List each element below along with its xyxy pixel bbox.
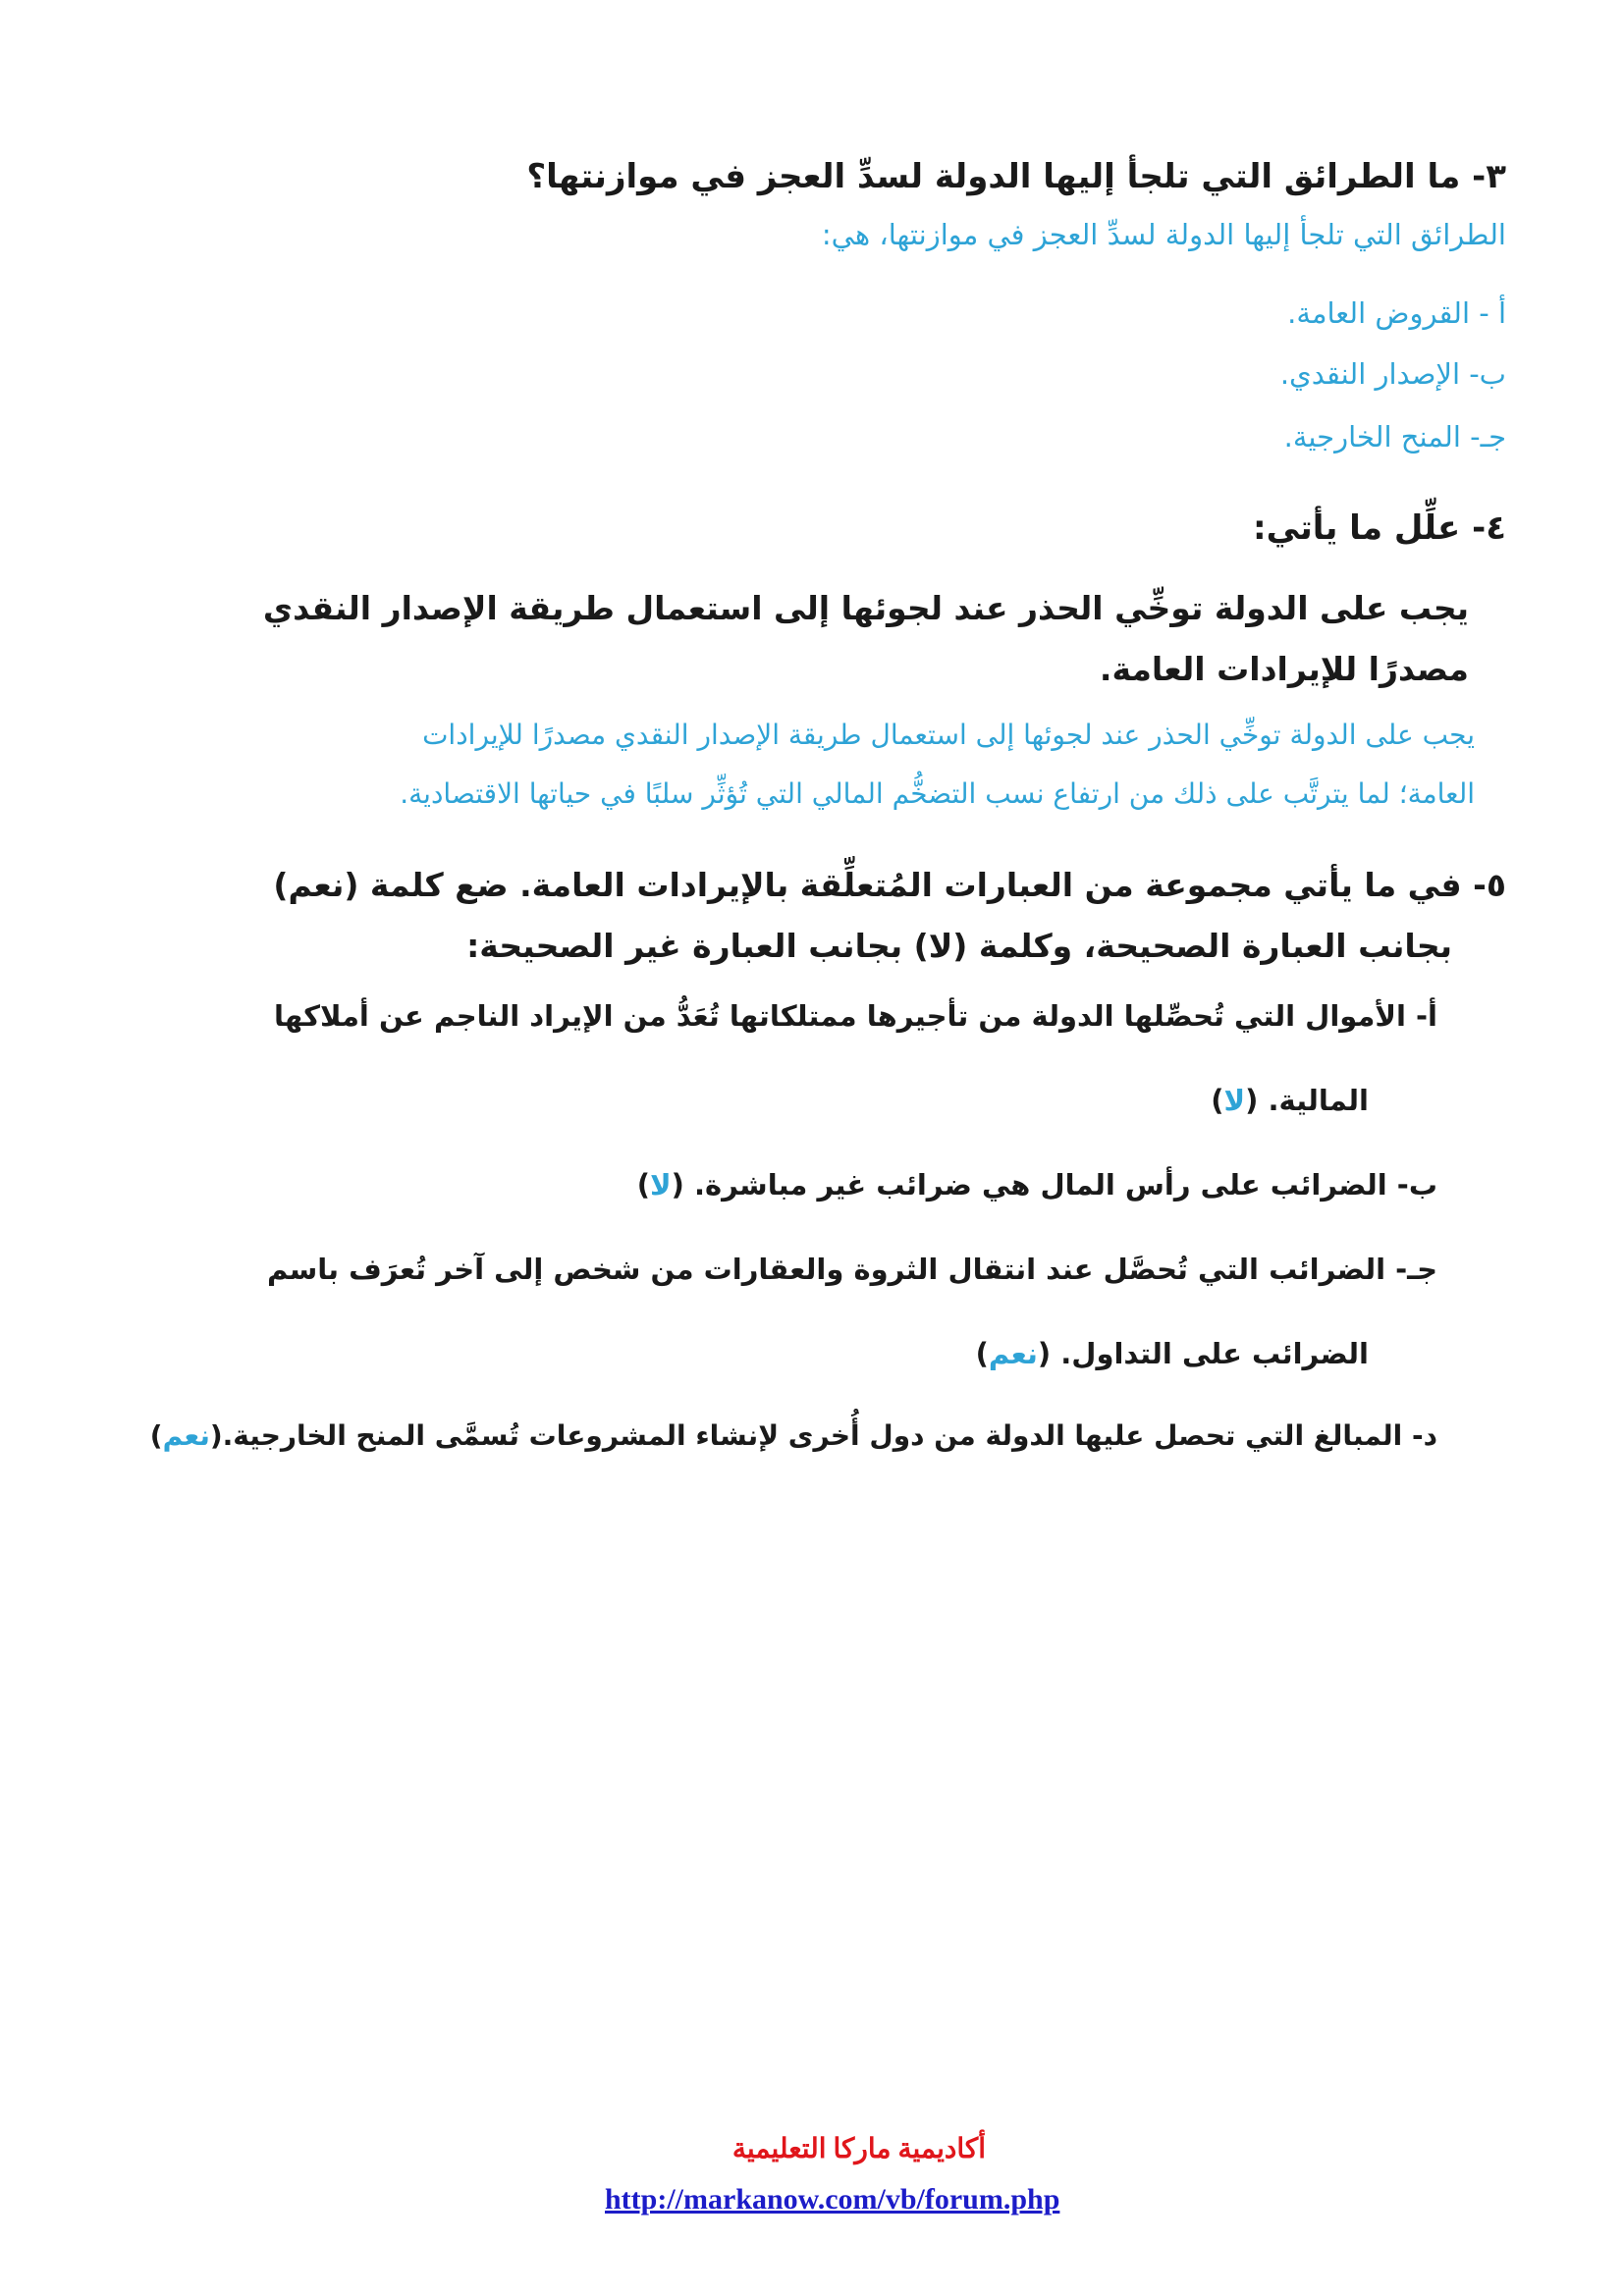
question-5-item-c-line-2 [976,1337,1369,1370]
question-5-item-c-answer-value: نعم [988,1337,1038,1370]
question-5-item-a-line-1: أ- الأموال التي تُحصِّلها الدولة من تأجيرها ممتلكاتها تُعَدُّ من الإيراد الناجم عن أملاكها [274,999,1437,1033]
question-4-statement-line-1: يجب على الدولة توخِّي الحذر عند لجوئها إلى استعمال طريقة الإصدار النقدي [262,589,1469,627]
question-4-statement-line-2: مصدرًا للإيرادات العامة. [1099,650,1469,688]
question-5-item-b-line-1 [637,1168,1437,1201]
question-5-item-b-answer: (لا) [636,1168,684,1201]
question-3-answer-item-c: جـ- المنح الخارجية. [1283,420,1506,454]
question-3-answer-item-a: أ - القروض العامة. [1287,296,1506,330]
question-5-title-line-2: بجانب العبارة الصحيحة، وكلمة (لا) بجانب العبارة غير الصحيحة: [466,927,1452,965]
question-5-title-line-1: ٥- في ما يأتي مجموعة من العبارات المُتعلِّقة بالإيرادات العامة. ضع كلمة (نعم) [273,866,1506,904]
question-3-title: ٣- ما الطرائق التي تلجأ إليها الدولة لسدِّ العجز في موازنتها؟ [526,157,1506,196]
question-5-item-d-text: د- المبالغ التي تحصل عليها الدولة من دول أُخرى لإنشاء المشروعات تُسمَّى المنح الخارجية. [222,1419,1437,1452]
question-5-item-a-answer-value: لا [1223,1084,1246,1117]
question-5-item-d-answer: (نعم) [149,1419,223,1452]
question-4-answer-line-1: يجب على الدولة توخِّي الحذر عند لجوئها إلى استعمال طريقة الإصدار النقدي مصدرًا للإيرادات [422,719,1475,751]
question-5-item-d-answer-value: نعم [162,1419,210,1452]
question-5-item-a-line-2 [1211,1084,1369,1117]
question-5-item-b-answer-value: لا [650,1168,672,1201]
question-5-item-a-answer: (لا) [1211,1084,1259,1117]
question-5-item-b-text: ب- الضرائب على رأس المال هي ضرائب غير مباشرة. [694,1168,1437,1201]
question-3-answer-item-b: ب- الإصدار النقدي. [1279,357,1506,391]
footer-forum-link[interactable]: http://markanow.com/vb/forum.php [605,2183,1060,2216]
question-5-item-d-line-1 [150,1419,1437,1452]
question-4-answer-line-2: العامة؛ لما يترتَّب على ذلك من ارتفاع نسب التضخُّم المالي التي تُؤثِّر سلبًا في حياتها الاقتصادية. [400,777,1475,810]
question-5-item-c-line-1: جـ- الضرائب التي تُحصَّل عند انتقال الثروة والعقارات من شخص إلى آخر تُعرَف باسم [266,1253,1437,1286]
question-5-item-c-text: الضرائب على التداول. [1060,1337,1369,1370]
question-4-title: ٤- علِّل ما يأتي: [1253,508,1506,548]
question-3-answer-intro: الطرائق التي تلجأ إليها الدولة لسدِّ العجز في موازنتها، هي: [821,218,1506,251]
question-5-item-c-answer: (نعم) [975,1337,1052,1370]
question-5-item-a-text: المالية. [1268,1084,1369,1117]
footer-academy-name: أكاديمية ماركا التعليمية [731,2134,986,2164]
